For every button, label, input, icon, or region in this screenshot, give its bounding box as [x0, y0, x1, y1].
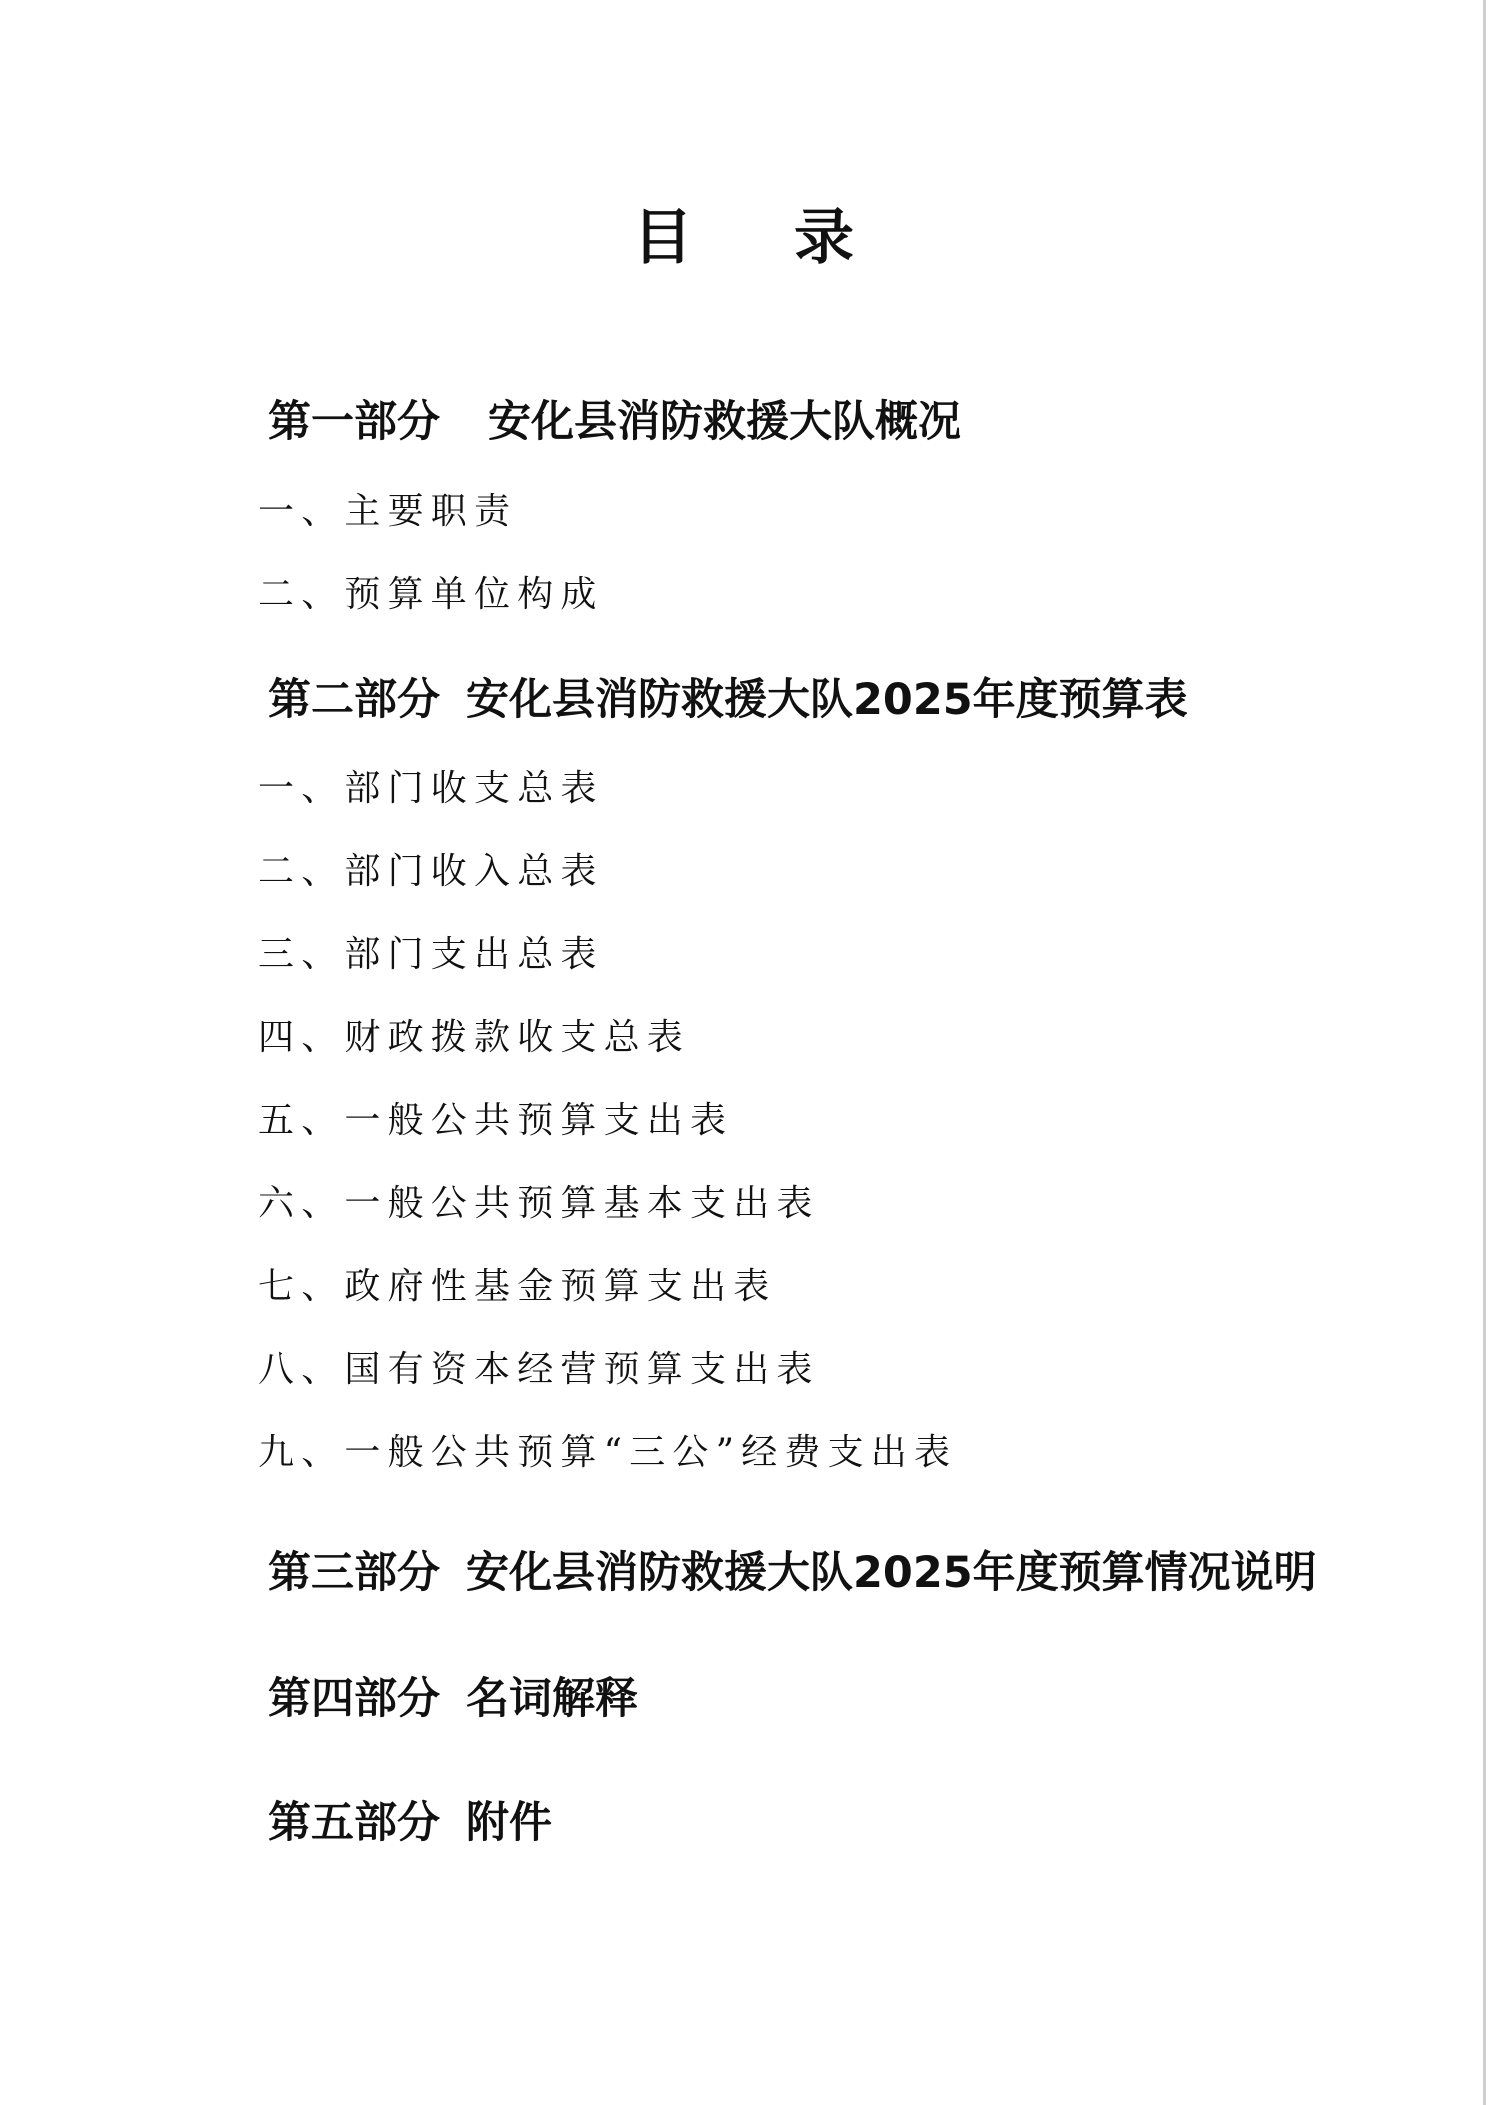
- toc-part-2-item-9[interactable]: 九、一般公共预算“三公”经费支出表: [258, 1432, 958, 1473]
- toc-part-2-item-5[interactable]: 五、一般公共预算支出表: [258, 1100, 734, 1141]
- toc-part-2-item-3[interactable]: 三、部门支出总表: [258, 934, 604, 975]
- toc-title: [0, 198, 1488, 278]
- part-1-label: 第一部分: [268, 397, 440, 447]
- part-3-title: 安化县消防救援大队2025年度预算情况说明: [466, 1548, 1317, 1598]
- toc-part-3-heading[interactable]: [268, 1545, 1317, 1601]
- toc-part-2-item-7[interactable]: 七、政府性基金预算支出表: [258, 1266, 777, 1307]
- part-4-title: 名词解释: [466, 1674, 638, 1724]
- toc-part-2-item-2[interactable]: 二、部门收入总表: [258, 851, 604, 892]
- toc-part-2-item-6[interactable]: 六、一般公共预算基本支出表: [258, 1183, 820, 1224]
- part-2-label: 第二部分: [268, 675, 440, 725]
- part-3-label: 第三部分: [268, 1548, 440, 1598]
- toc-part-2-item-4[interactable]: 四、财政拨款收支总表: [258, 1017, 691, 1058]
- toc-part-2-heading[interactable]: [268, 672, 1188, 728]
- toc-part-2-item-8[interactable]: 八、国有资本经营预算支出表: [258, 1349, 820, 1390]
- toc-part-5-heading[interactable]: [268, 1795, 552, 1851]
- toc-part-1-item-1[interactable]: 一、主要职责: [258, 491, 518, 532]
- part-5-title: 附件: [466, 1798, 552, 1848]
- toc-part-1-heading[interactable]: [268, 394, 961, 450]
- part-4-label: 第四部分: [268, 1674, 440, 1724]
- toc-part-2-item-1[interactable]: 一、部门收支总表: [258, 768, 604, 809]
- toc-part-4-heading[interactable]: [268, 1671, 638, 1727]
- toc-title-part1: 目: [632, 203, 694, 273]
- toc-part-1-item-2[interactable]: 二、预算单位构成: [258, 574, 604, 615]
- toc-title-part2: 录: [794, 203, 856, 273]
- part-1-title: 安化县消防救援大队概况: [488, 397, 961, 447]
- page-edge-rule: [1483, 0, 1486, 2105]
- part-5-label: 第五部分: [268, 1798, 440, 1848]
- part-2-title: 安化县消防救援大队2025年度预算表: [466, 675, 1188, 725]
